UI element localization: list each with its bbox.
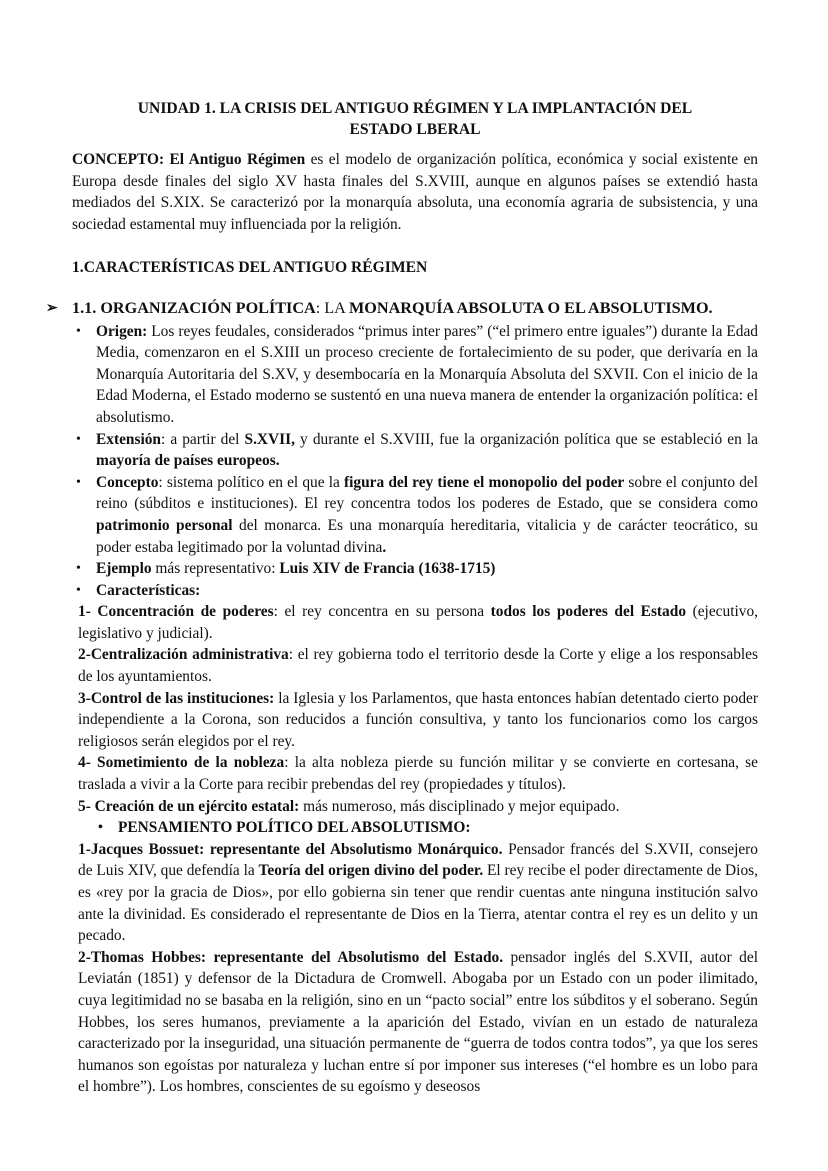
bullet-origen <box>96 321 758 429</box>
bullet-text: : a partir del <box>161 430 245 448</box>
thinker-hobbes <box>72 947 758 1098</box>
title-line-1: UNIDAD 1. LA CRISIS DEL ANTIGUO RÉGIMEN Y LA IMPLANTACIÓN DEL <box>137 100 693 117</box>
bullet-list <box>72 321 758 602</box>
bullet-bold: mayoría de países europeos. <box>96 452 280 470</box>
thinker-label: 1-Jacques Bossuet: representante del Absolutismo Monárquico. <box>78 840 503 858</box>
caracteristica-item <box>72 796 758 818</box>
bullet-bold: Luis XIV de Francia (1638-1715) <box>279 560 496 578</box>
bullet-text: : sistema político en el que la <box>158 473 344 491</box>
title-line-2: ESTADO LBERAL <box>349 121 481 138</box>
arrow-bullet-icon: ➢ <box>46 300 58 316</box>
section-heading-caracteristicas: 1.CARACTERÍSTICAS DEL ANTIGUO RÉGIMEN <box>72 259 428 277</box>
item-text: : el rey concentra en su persona <box>273 603 491 621</box>
item-bold: todos los poderes del Estado <box>490 603 687 621</box>
subsection-heading-organizacion-politica <box>46 298 758 320</box>
bullet-bold: figura del rey tiene el monopolio del poder <box>344 473 625 491</box>
document-page <box>46 98 758 1098</box>
bullet-label: Origen: <box>96 322 148 340</box>
item-label: 1- Concentración de poderes <box>78 603 274 621</box>
concepto-text: es el modelo de organización política, económica y social existente en Europa desde finales del siglo XV hasta finales del S.XVIII, aunque en algunos países se extendió hasta mediados del S.XIX. Se caracterizó por la monarquía absoluta, una economía agraria de subsistencia, y una sociedad estamental muy influenciada por la religión. <box>72 151 758 233</box>
bullet-extension <box>96 429 758 472</box>
bullet-caracteristicas <box>96 580 758 602</box>
subsection-part-1: 1.1. ORGANIZACIÓN POLÍTICA <box>72 298 316 317</box>
thinker-text: pensador inglés del S.XVII, autor del Leviatán (1851) y defensor de la Dictadura de Cromwell. Abogaba por un Estado con un poder ilimitado, cuya legitimidad no se basaba en la religión, sino en un “pacto social” entre los súbditos y el soberano. Según Hobbes, los seres humanos, previamente a la aparición del Estado, vivían en un estado de naturaleza caracterizado por la inseguridad, una situación permanente de “guerra de todos contra todos”, ya que los seres humanos son egoístas por naturaleza y luchan entre sí por imponer sus intereses (“el hombre es un lobo para el hombre”). Los hombres, conscientes de su egoísmo y deseosos <box>78 948 758 1096</box>
bullet-concepto <box>96 472 758 558</box>
item-label: 4- Sometimiento de la nobleza <box>78 754 285 772</box>
thinker-bold: Teoría del origen divino del poder. <box>258 862 484 880</box>
bullet-label: Características: <box>96 581 201 599</box>
caracteristica-item <box>72 752 758 795</box>
subsection-part-2: : LA <box>315 298 350 317</box>
caracteristicas-list <box>72 601 758 817</box>
item-text: la Iglesia y los Parlamentos, que hasta entonces habían detentado cierto poder independiente a la Corona, son reducidos a función consultiva, y tanto los funcionarios como los cargos religiosos serán elegidos por el rey. <box>78 689 758 750</box>
thinker-bossuet <box>72 839 758 947</box>
thinkers-list <box>72 839 758 1098</box>
concepto-label: CONCEPTO: El Antiguo Régimen <box>72 151 306 168</box>
item-text: : la alta nobleza pierde su función militar y se convierte en cortesana, se traslada a vivir a la Corte para recibir prebendas del rey (propiedades y títulos). <box>78 754 758 794</box>
bullet-ejemplo <box>96 558 758 580</box>
bullet-label: Extensión <box>96 430 161 448</box>
caracteristica-item <box>72 644 758 687</box>
caracteristica-item <box>72 601 758 644</box>
item-text: (ejecutivo, legislativo y judicial). <box>78 603 758 642</box>
item-label: 3-Control de las instituciones: <box>78 689 275 707</box>
item-text: : el rey gobierna todo el territorio desde la Corte y elige a los responsables de los ayuntamientos. <box>78 646 758 686</box>
bullet-bold: S.XVII, <box>244 430 295 448</box>
concepto-paragraph <box>72 149 758 235</box>
bullet-bold: . <box>382 538 387 556</box>
pensamiento-heading: • PENSAMIENTO POLÍTICO DEL ABSOLUTISMO: <box>72 817 758 839</box>
thinker-text: El rey recibe el poder directamente de Dios, es «rey por la gracia de Dios», por ello gobierna sin tener que rendir cuentas ante ninguna institución salvo ante la divinidad. Es considerado el representante de Dios en la Tierra, atentar contra el rey es un delito y un pecado. <box>78 862 758 945</box>
thinker-text: Pensador francés del S.XVII, consejero de Luis XIV, que defendía la <box>78 840 758 880</box>
caracteristica-item <box>72 688 758 753</box>
bullet-text: más representativo: <box>151 560 280 578</box>
bullet-text: Los reyes feudales, considerados “primus inter pares” (“el primero entre iguales”) durante la Edad Media, comenzaron en el S.XIII un proceso creciente de fortalecimiento de su poder, que derivaría en la Monarquía Autoritaria del S.XV, y desembocaría en la Monarquía Absoluta del SXVII. Con el inicio de la Edad Moderna, el Estado moderno se sustentó en una nueva manera de entender la organización política: el absolutismo. <box>96 322 758 426</box>
bullet-label: Concepto <box>96 473 159 491</box>
item-text: más numeroso, más disciplinado y mejor equipado. <box>299 797 620 815</box>
bullet-label: Ejemplo <box>96 560 152 578</box>
bullet-text: y durante el S.XVIII, fue la organización política que se estableció en la <box>294 430 758 448</box>
item-label: 5- Creación de un ejército estatal: <box>78 797 300 815</box>
document-title <box>72 98 758 140</box>
bullet-text: del monarca. Es una monarquía hereditaria, vitalicia y de carácter teocrático, su poder estaba legitimado por la voluntad divina <box>96 516 758 556</box>
subsection-part-3: MONARQUÍA ABSOLUTA O EL ABSOLUTISMO. <box>349 298 713 317</box>
bullet-text: sobre el conjunto del reino (súbditos e instituciones). El rey concentra todos los poderes de Estado, que se considera como <box>96 473 758 513</box>
thinker-label: 2-Thomas Hobbes: representante del Absolutismo del Estado. <box>78 948 504 966</box>
bullet-bold: patrimonio personal <box>96 516 233 534</box>
item-label: 2-Centralización administrativa <box>78 646 289 664</box>
